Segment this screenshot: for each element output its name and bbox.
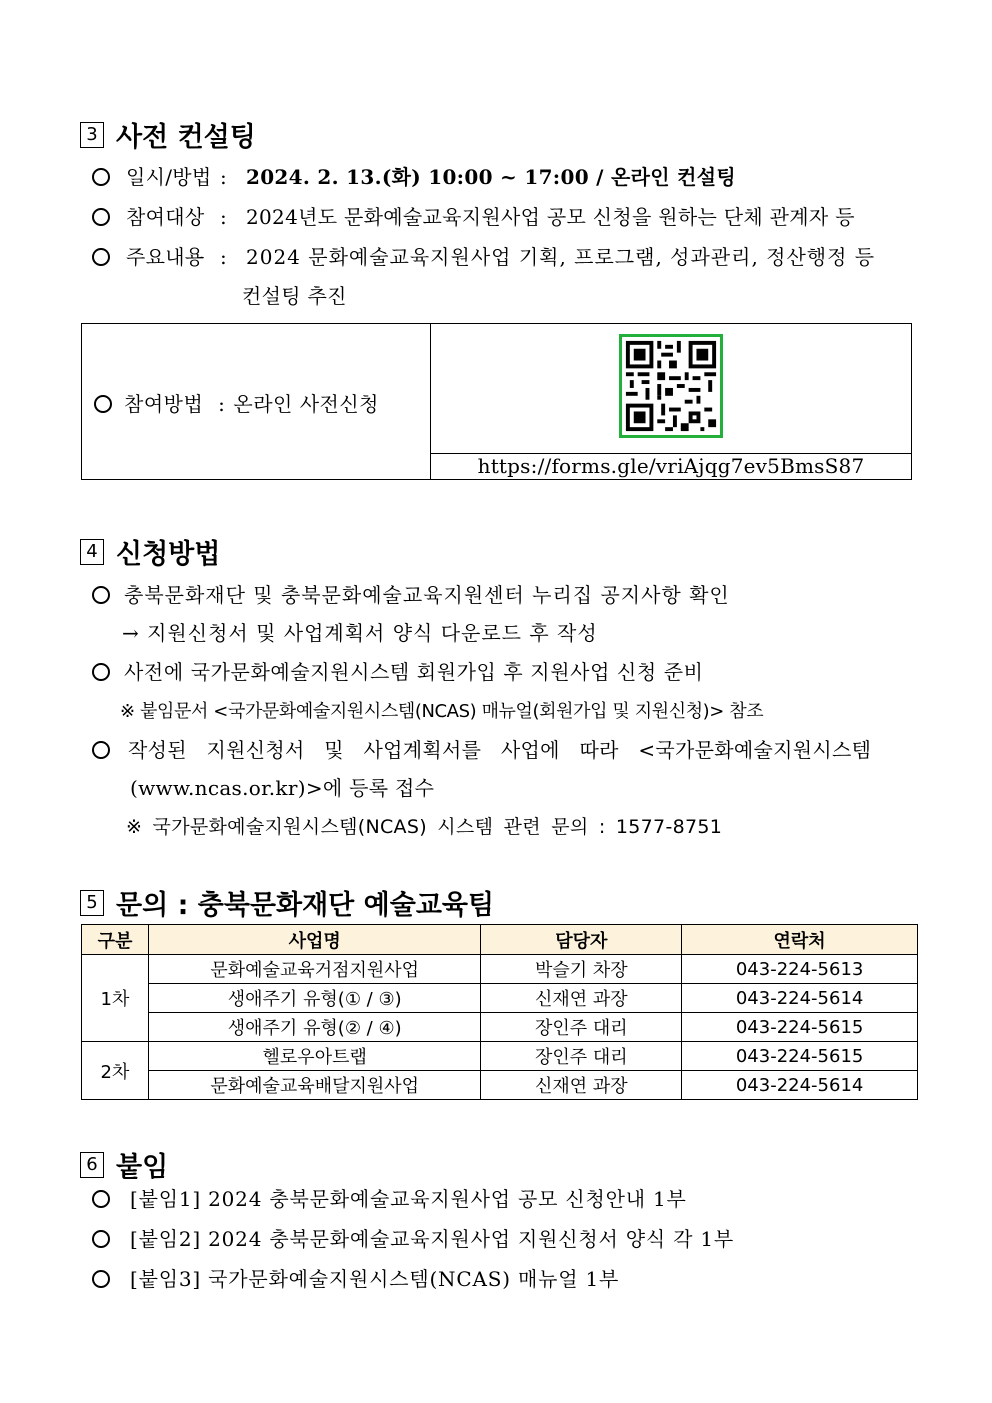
apply-line-1-sub: → 지원신청서 및 사업계획서 양식 다운로드 후 작성 (122, 621, 598, 645)
section-title: 문의 : 충북문화재단 예술교육팀 (116, 890, 495, 921)
program-cell: 생애주기 유형(② / ④) (148, 1013, 481, 1042)
program-cell: 헬로우아트랩 (148, 1042, 481, 1071)
qr-cell (431, 324, 911, 454)
table-header-row (82, 925, 918, 955)
apply-line-1 (92, 579, 730, 608)
section-title: 사전 컨설팅 (116, 122, 256, 153)
person-cell: 장인주 대리 (481, 1013, 682, 1042)
phone-cell: 043-224-5615 (682, 1042, 918, 1071)
apply-line-1-text: 충북문화재단 및 충북문화예술교육지원센터 누리집 공지사항 확인 (124, 583, 730, 607)
qr-code-icon[interactable] (619, 334, 723, 438)
method-label: 참여방법 (124, 392, 204, 416)
apply-note-1: ※ 붙임문서 <국가문화예술지원시스템(NCAS) 매뉴얼(회원가입 및 지원신청)> 참조 (120, 701, 764, 722)
attachment-text: [붙임1] 2024 충북문화예술교육지원사업 공모 신청안내 1부 (130, 1187, 687, 1211)
header-category: 구분 (82, 925, 149, 955)
apply-line-2 (92, 656, 704, 685)
target-line (92, 201, 855, 230)
circle-bullet-icon (92, 1190, 110, 1208)
apply-note-2: ※ 국가문화예술지원시스템(NCAS) 시스템 관련 문의 : 1577-8751 (126, 816, 723, 838)
section-5-heading (80, 883, 494, 922)
phone-cell: 043-224-5614 (682, 984, 918, 1013)
phone-cell: 043-224-5615 (682, 1013, 918, 1042)
apply-line-3-cont: (www.ncas.or.kr)>에 등록 접수 (130, 776, 435, 800)
circle-bullet-icon (92, 663, 110, 681)
target-value: 2024년도 문화예술교육지원사업 공모 신청을 원하는 단체 관계자 등 (246, 205, 855, 229)
content-cont: 컨설팅 추진 (242, 284, 347, 308)
colon: : (220, 205, 228, 229)
circle-bullet-icon (94, 395, 112, 413)
method-cell (82, 324, 431, 479)
colon: : (220, 245, 228, 269)
colon: : (220, 165, 228, 189)
header-contact: 연락처 (682, 925, 918, 955)
attachment-text: [붙임2] 2024 충북문화예술교육지원사업 지원신청서 양식 각 1부 (130, 1227, 735, 1251)
section-title: 신청방법 (116, 539, 221, 570)
target-label: 참여대상 (126, 205, 205, 229)
method-value: 온라인 사전신청 (233, 392, 379, 416)
table-row (82, 955, 918, 984)
attachment-text: [붙임3] 국가문화예술지원시스템(NCAS) 매뉴얼 1부 (130, 1267, 620, 1291)
attachment-item (92, 1263, 619, 1292)
table-row (82, 1071, 918, 1100)
section-number: 5 (80, 890, 104, 916)
method-line (94, 388, 379, 417)
circle-bullet-icon (92, 168, 110, 186)
circle-bullet-icon (92, 248, 110, 266)
circle-bullet-icon (92, 1230, 110, 1248)
person-cell: 박슬기 차장 (481, 955, 682, 984)
apply-line-3 (92, 734, 871, 763)
section-number: 3 (80, 122, 104, 148)
program-cell: 문화예술교육배달지원사업 (148, 1071, 481, 1100)
contact-table (81, 924, 918, 1100)
circle-bullet-icon (92, 741, 110, 759)
table-row (82, 1042, 918, 1071)
header-person: 담당자 (481, 925, 682, 955)
colon: : (218, 392, 226, 416)
section-number: 6 (80, 1152, 104, 1178)
content-line (92, 241, 875, 270)
section-3-heading (80, 115, 256, 154)
phone-cell: 043-224-5614 (682, 1071, 918, 1100)
content-value: 2024 문화예술교육지원사업 기획, 프로그램, 성과관리, 정산행정 등 (246, 245, 876, 269)
section-title: 붙임 (116, 1152, 169, 1183)
group-cell: 2차 (82, 1042, 149, 1100)
group-cell: 1차 (82, 955, 149, 1042)
section-6-heading (80, 1145, 168, 1184)
form-url-link[interactable]: https://forms.gle/vriAjqg7ev5BmsS87 (477, 454, 865, 478)
apply-line-3-text: 작성된 지원신청서 및 사업계획서를 사업에 따라 <국가문화예술지원시스템 (128, 738, 872, 762)
table-row (82, 984, 918, 1013)
schedule-value: 2024. 2. 13.(화) 10:00 ~ 17:00 / 온라인 컨설팅 (246, 165, 737, 189)
attachment-item (92, 1183, 687, 1212)
table-row (82, 1013, 918, 1042)
program-cell: 문화예술교육거점지원사업 (148, 955, 481, 984)
person-cell: 신재연 과장 (481, 1071, 682, 1100)
section-number: 4 (80, 539, 104, 565)
header-program: 사업명 (148, 925, 481, 955)
attachment-item (92, 1223, 734, 1252)
person-cell: 장인주 대리 (481, 1042, 682, 1071)
consulting-method-table (81, 323, 912, 480)
person-cell: 신재연 과장 (481, 984, 682, 1013)
circle-bullet-icon (92, 208, 110, 226)
section-4-heading (80, 532, 220, 571)
phone-cell: 043-224-5613 (682, 955, 918, 984)
circle-bullet-icon (92, 1270, 110, 1288)
apply-line-2-text: 사전에 국가문화예술지원시스템 회원가입 후 지원사업 신청 준비 (124, 660, 704, 684)
circle-bullet-icon (92, 586, 110, 604)
schedule-label: 일시/방법 (126, 165, 212, 189)
content-label: 주요내용 (126, 245, 205, 269)
schedule-line (92, 161, 736, 190)
program-cell: 생애주기 유형(① / ③) (148, 984, 481, 1013)
